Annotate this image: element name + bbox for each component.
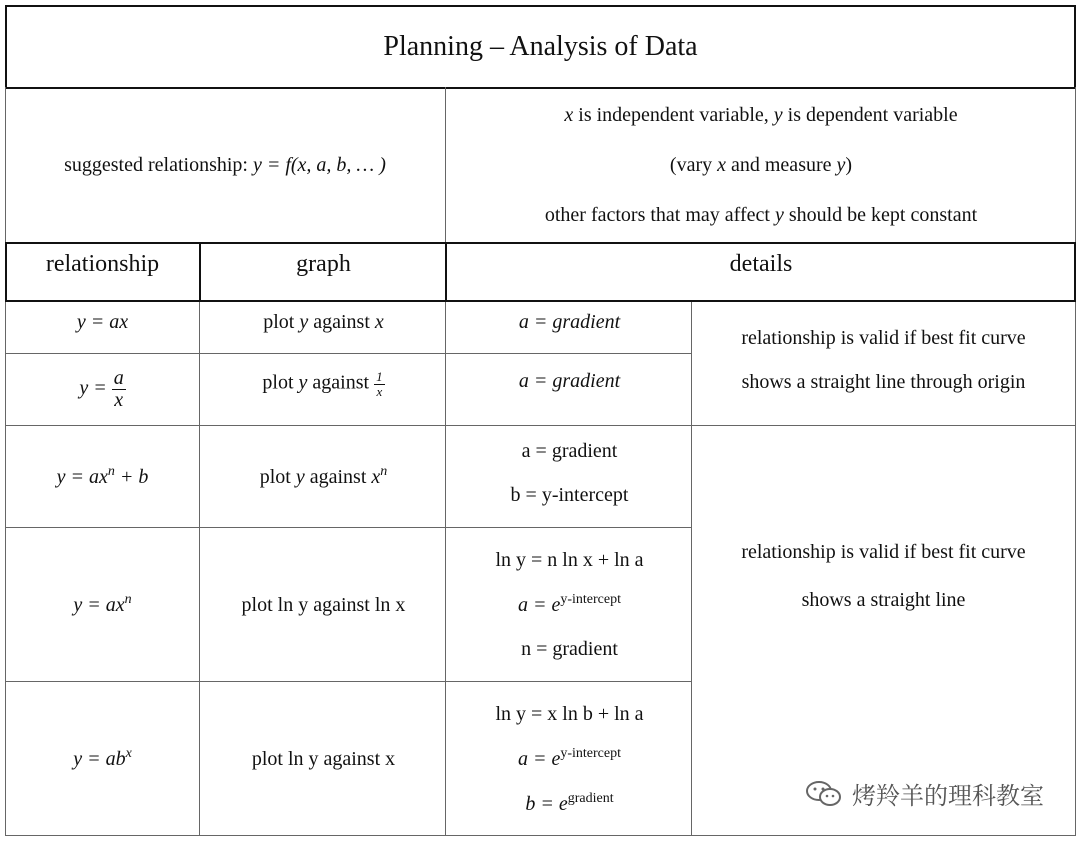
title-text: Planning – Analysis of Data xyxy=(383,31,698,62)
exponent: x xyxy=(125,746,132,761)
intro-text: other factors that may affect xyxy=(544,203,775,226)
header-details-label: details xyxy=(729,251,793,277)
exponent: gradient xyxy=(567,790,614,806)
detail-line: a = gradient xyxy=(518,370,621,392)
detail-line: b = y-intercept xyxy=(510,483,629,506)
row4-details xyxy=(447,528,692,681)
note-line: shows a straight line through origin xyxy=(741,370,1026,393)
formula-part: y = ab xyxy=(73,748,126,770)
row5-details xyxy=(447,682,692,835)
note-straight-origin xyxy=(692,302,1075,425)
suggested-relationship xyxy=(64,153,386,177)
denominator: x xyxy=(114,389,124,411)
formula-part: y = ax xyxy=(56,466,108,488)
var-y: y xyxy=(773,103,783,126)
watermark-text: 烤羚羊的理科教室 xyxy=(852,782,1044,810)
var-y: y xyxy=(295,466,305,488)
intro-line-3 xyxy=(545,203,977,227)
formula-part: y = ax xyxy=(73,594,125,616)
graph-text xyxy=(262,370,384,398)
suggested-formula: y = f(x, a, b, … ) xyxy=(252,153,386,176)
graph-text: plot ln y against x xyxy=(251,747,396,770)
note-line: relationship is valid if best fit curve xyxy=(741,326,1026,349)
fraction xyxy=(374,370,385,398)
numerator: a xyxy=(113,367,124,389)
graph-word: plot xyxy=(262,371,299,394)
graph-text xyxy=(260,464,388,489)
intro-text: should be kept constant xyxy=(783,203,978,226)
row5-relationship xyxy=(5,682,200,835)
graph-word: against xyxy=(307,371,375,394)
row2-details xyxy=(447,354,692,408)
header-relationship-label: relationship xyxy=(45,251,160,277)
graph-text: plot ln y against ln x xyxy=(241,593,406,616)
exponent: n xyxy=(380,464,388,479)
detail-line xyxy=(525,791,613,816)
detail-line: a = gradient xyxy=(521,439,618,462)
formula xyxy=(73,746,132,771)
graph-text xyxy=(263,310,384,334)
wechat-icon xyxy=(804,779,844,809)
intro-text: (vary xyxy=(669,153,718,176)
intro-right xyxy=(446,87,1076,242)
var-x: x xyxy=(374,311,384,333)
exponent: y-intercept xyxy=(560,592,621,607)
formula-part: a = e xyxy=(517,747,561,770)
intro-text: is dependent variable xyxy=(782,103,958,126)
intro-line-2 xyxy=(670,153,852,177)
formula-part: a = e xyxy=(517,594,561,616)
var-y: y xyxy=(299,311,309,333)
row3-relationship xyxy=(5,426,200,527)
row4-graph xyxy=(201,528,446,681)
table-bottom-border xyxy=(5,835,1076,836)
intro-text: is independent variable, xyxy=(573,103,774,126)
row4-relationship xyxy=(5,528,200,681)
header-graph-label: graph xyxy=(296,251,351,277)
formula-part: y = xyxy=(79,377,112,400)
detail-line: ln y = x ln b + ln a xyxy=(495,702,644,725)
detail-line: a = gradient xyxy=(518,311,621,333)
suggested-label: suggested relationship: xyxy=(64,153,253,176)
note-line: relationship is valid if best fit curve xyxy=(741,540,1026,563)
row3-graph xyxy=(201,426,446,527)
intro-text: and measure xyxy=(726,153,837,176)
graph-word: against xyxy=(308,311,375,333)
intro-left xyxy=(5,87,445,242)
analysis-table xyxy=(5,5,1076,836)
watermark xyxy=(804,776,1044,811)
row2-relationship xyxy=(5,354,200,425)
formula: y = ax xyxy=(76,311,129,333)
graph-word: against xyxy=(304,466,372,488)
var-y: y xyxy=(836,153,846,176)
formula-part: + b xyxy=(114,466,149,488)
header-relationship xyxy=(5,244,200,300)
var-y: y xyxy=(298,371,308,394)
detail-line xyxy=(518,746,621,771)
intro-line-1 xyxy=(564,103,957,127)
row3-details xyxy=(447,426,692,527)
var-x: x xyxy=(371,466,381,488)
page-title xyxy=(5,5,1076,89)
intro-text: ) xyxy=(845,153,853,176)
exponent: y-intercept xyxy=(560,745,621,761)
note-straight-line xyxy=(692,426,1075,835)
formula xyxy=(73,592,131,617)
row1-graph xyxy=(201,302,446,342)
numerator: 1 xyxy=(376,368,383,384)
row2-graph xyxy=(201,354,446,414)
formula-part: b = e xyxy=(525,792,568,815)
var-x: x xyxy=(564,103,574,126)
detail-line xyxy=(518,592,621,617)
formula xyxy=(79,368,125,411)
row5-graph xyxy=(201,682,446,835)
note-line: shows a straight line xyxy=(801,588,966,611)
exponent: n xyxy=(107,464,115,479)
header-graph xyxy=(201,244,446,300)
formula xyxy=(57,464,149,489)
fraction xyxy=(112,368,126,411)
exponent: n xyxy=(124,592,132,607)
row1-relationship xyxy=(5,302,200,342)
var-x: x xyxy=(717,153,726,176)
header-details xyxy=(447,244,1075,300)
graph-word: plot xyxy=(259,466,296,488)
row1-details xyxy=(447,302,692,342)
graph-word: plot xyxy=(263,311,300,333)
detail-line: ln y = n ln x + ln a xyxy=(495,549,644,571)
detail-line: n = gradient xyxy=(521,638,618,660)
var-y: y xyxy=(774,203,784,226)
denominator: x xyxy=(376,383,383,399)
